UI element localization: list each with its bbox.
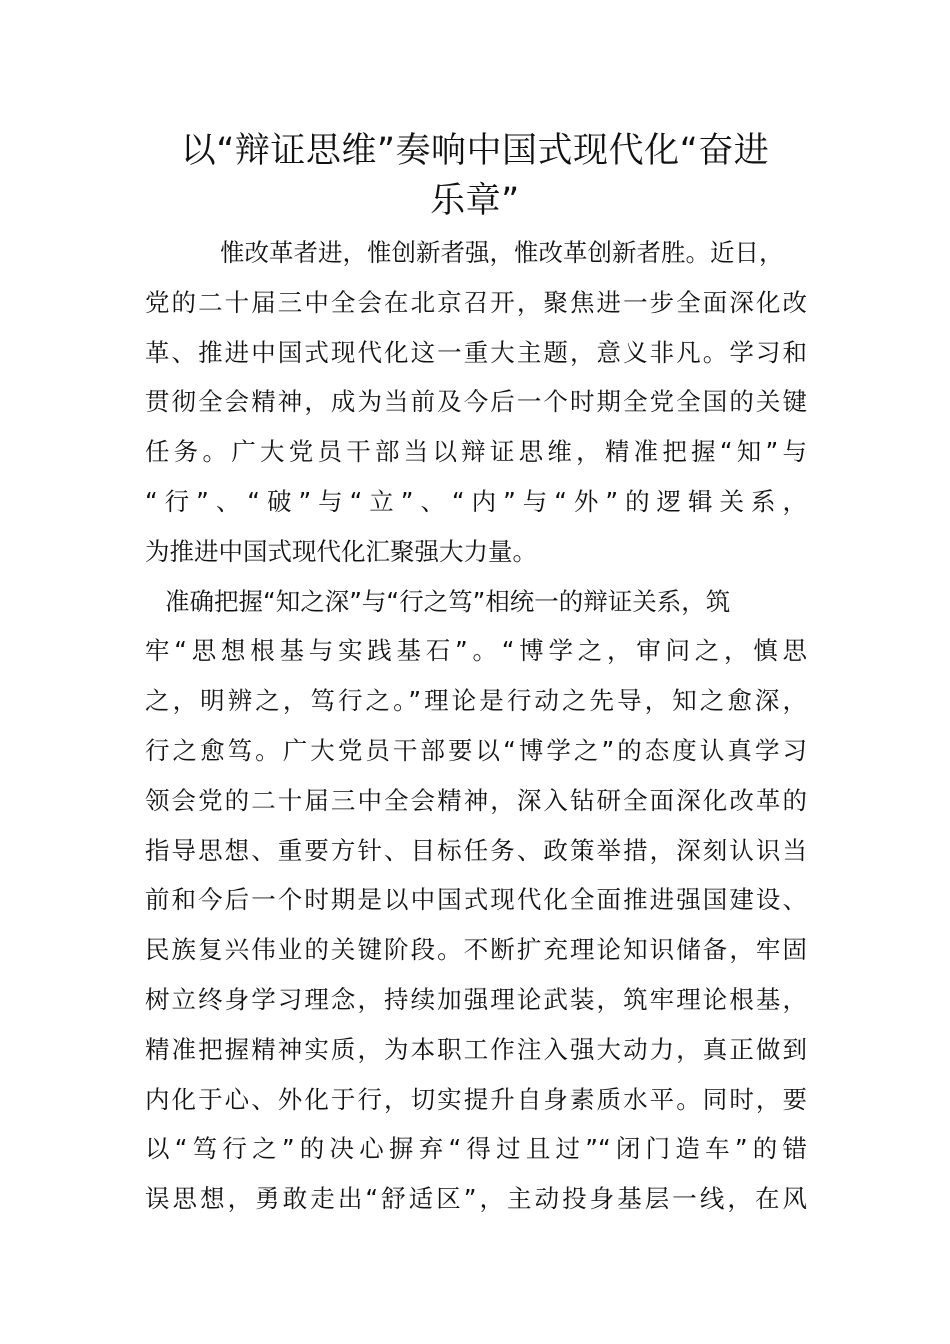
title-line: 乐章” [430, 181, 520, 221]
paragraph-line: 前和今后一个时期是以中国式现代化全面推进强国建设、 [145, 885, 807, 915]
paragraph-line: 牢“思想根基与实践基石”。“博学之，审问之，慎思 [145, 636, 807, 666]
paragraph-line: 贯彻全会精神，成为当前及今后一个时期全党全国的关键 [145, 387, 807, 417]
paragraph-line: 指导思想、重要方针、目标任务、政策举措，深刻认识当 [145, 835, 807, 865]
paragraph-line: 树立终身学习理念，持续加强理论武装，筑牢理论根基， [145, 984, 807, 1014]
paragraph-line: 准确把握“知之深”与“行之笃”相统一的辩证关系，筑 [165, 586, 731, 616]
document-title [145, 126, 805, 226]
title-line: 以“辩证思维”奏响中国式现代化“奋进 [180, 131, 770, 171]
paragraph-line: 之，明辨之，笃行之。”理论是行动之先导，知之愈深， [145, 686, 807, 716]
paragraph-line: 惟改革者进，惟创新者强，惟改革创新者胜。近日， [220, 238, 784, 267]
paragraph-line: 内化于心、外化于行，切实提升自身素质水平。同时，要 [145, 1084, 807, 1114]
paragraph-line: 领会党的二十届三中全会精神，深入钻研全面深化改革的 [145, 785, 807, 815]
paragraph-line: 民族复兴伟业的关键阶段。不断扩充理论知识储备，牢固 [145, 935, 807, 965]
paragraph-line: 党的二十届三中全会在北京召开，聚焦进一步全面深化改 [145, 287, 807, 317]
paragraph-line: 精准把握精神实质，为本职工作注入强大动力，真正做到 [145, 1034, 807, 1064]
paragraph-line: 任务。广大党员干部当以辩证思维，精准把握“知”与 [145, 437, 807, 467]
paragraph-line: 为推进中国式现代化汇聚强大力量。 [145, 536, 537, 566]
paragraph-line: “行”、“破”与“立”、“内”与“外”的逻辑关系， [145, 486, 807, 516]
paragraph-line: 革、推进中国式现代化这一重大主题，意义非凡。学习和 [145, 337, 807, 367]
paragraph-line: 以“笃行之”的决心摒弃“得过且过”“闭门造车”的错 [145, 1134, 807, 1164]
document-body [145, 228, 807, 1224]
paragraph-line: 行之愈笃。广大党员干部要以“博学之”的态度认真学习 [145, 735, 807, 765]
paragraph-line: 误思想，勇敢走出“舒适区”，主动投身基层一线，在风 [145, 1184, 807, 1214]
